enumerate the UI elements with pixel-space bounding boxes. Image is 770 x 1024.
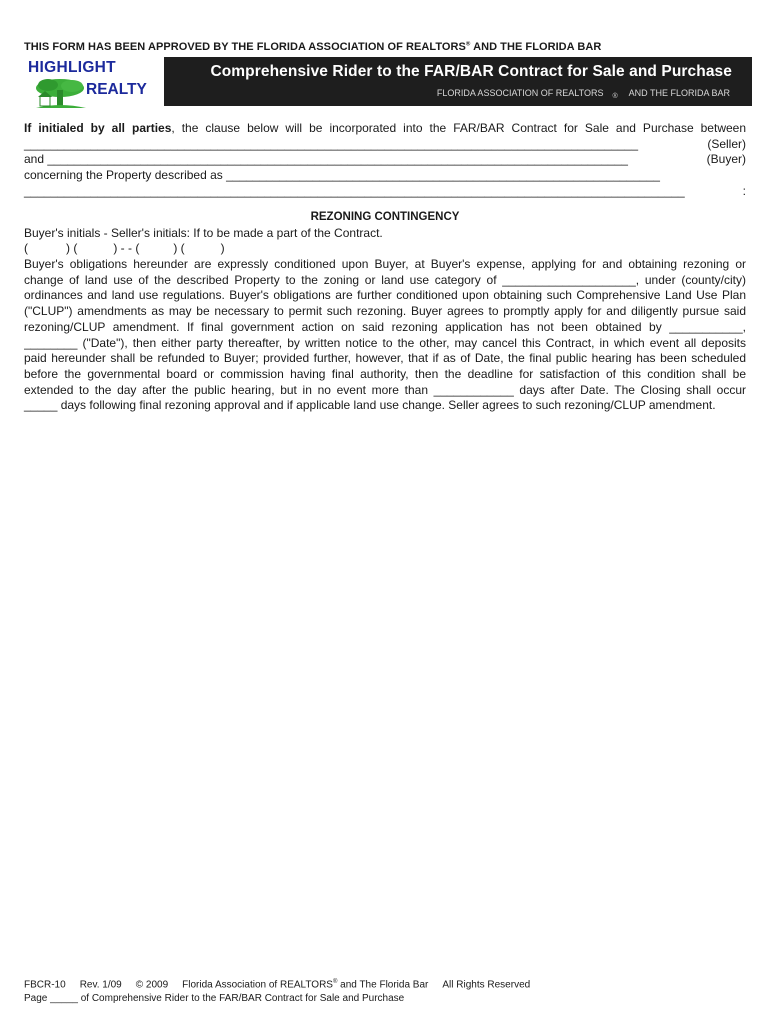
logo-wordmark-top: HIGHLIGHT <box>28 59 116 76</box>
approval-notice <box>24 41 601 53</box>
intro-section <box>24 121 746 199</box>
logo-wordmark-bottom: REALTY <box>86 81 147 98</box>
subtitle-reg-mark: ® <box>612 93 618 100</box>
subtitle-left: FLORIDA ASSOCIATION OF REALTORS <box>436 88 604 98</box>
initials-paren-1: ( <box>24 241 28 256</box>
banner-subtitle <box>437 88 730 100</box>
colon: : <box>742 183 746 198</box>
clause-heading: REZONING CONTINGENCY <box>310 211 460 223</box>
approval-reg-mark: ® <box>465 41 471 48</box>
form-id: FBCR-10 <box>24 979 66 991</box>
buyer-label: (Buyer) <box>706 152 746 167</box>
rights-reserved: All Rights Reserved <box>442 979 531 991</box>
property-continuation-line <box>24 184 746 200</box>
page-number-line: Page _____ of Comprehensive Rider to the FAR/BAR Contract for Sale and Purchase <box>24 993 405 1005</box>
page-footer <box>24 975 530 1006</box>
revision: Rev. 1/09 <box>79 979 122 991</box>
buyer-blank[interactable]: and _______________________________________________________________________________________ <box>24 152 628 167</box>
clause-line: paid hereunder shall be refunded to Buyer; provided further, however, that if as of Date, the final public hearing has been scheduled <box>24 351 746 366</box>
clause-line: ordinances and land use regulations. Buyer's obligations are further conditioned upon obtaining such Comprehensive Land Use Plan <box>24 288 746 303</box>
intro-bold-lead: If initialed by all parties <box>24 121 172 135</box>
clause-line: before the governmental board or commission having final authority, then the deadline for satisfaction of this condition shall be <box>24 366 746 381</box>
buyer-line <box>24 152 746 168</box>
tree-house-icon <box>30 76 90 110</box>
footer-reg-mark: ® <box>332 979 338 985</box>
clause-line: change of land use of the described Property to the zoning or land use category of ____________________, under (county/city) <box>24 272 746 287</box>
footer-org: Florida Association of REALTORS <box>182 979 333 991</box>
initials-paren-3: ) - - ( <box>113 241 140 256</box>
approval-text: THIS FORM HAS BEEN APPROVED BY THE FLORIDA ASSOCIATION OF REALTORS <box>24 41 466 53</box>
form-title: Comprehensive Rider to the FAR/BAR Contract for Sale and Purchase <box>210 63 732 80</box>
highlight-realty-logo <box>24 58 160 110</box>
footer-org-tail: and The Florida Bar <box>337 979 429 991</box>
seller-line <box>24 137 746 153</box>
subtitle-right: AND THE FLORIDA BAR <box>628 88 730 98</box>
seller-label: (Seller) <box>707 136 746 151</box>
title-banner <box>164 57 752 106</box>
property-blank[interactable]: ___________________________________________________________________________________________________ <box>24 183 685 198</box>
initials-paren-4: ) ( <box>173 241 185 256</box>
initials-paren-5: ) <box>220 241 225 256</box>
copyright: © 2009 <box>135 979 169 991</box>
clause-line: rezoning/CLUP amendment. If final government action on said rezoning application has not been obtained by ___________, <box>24 319 746 334</box>
initials-caption: Buyer's initials - Seller's initials: If to be made a part of the Contract. <box>24 225 383 240</box>
intro-line-1-rest: , the clause below will be incorporated into the FAR/BAR Contract for Sale and Purchase between <box>171 121 746 135</box>
clause-line: Buyer's obligations hereunder are expressly conditioned upon Buyer, at Buyer's expense, applying for and obtaining rezoning or <box>24 257 746 272</box>
initials-paren-2: ) ( <box>66 241 78 256</box>
clause-line: extended to the day after the public hearing, but in no event more than ____________ days after Date. The Closing shall occur <box>24 382 746 397</box>
approval-tail: AND THE FLORIDA BAR <box>470 41 602 53</box>
rezoning-clause <box>24 210 746 414</box>
intro-line-1 <box>24 121 746 137</box>
footer-line-1 <box>24 975 530 992</box>
property-line[interactable]: concerning the Property described as _________________________________________________________________ <box>24 168 660 183</box>
clause-last-line: _____ days following final rezoning approval and if applicable land use change. Seller agrees to such rezoning/CLUP amendment. <box>24 398 716 413</box>
initials-row <box>24 241 746 257</box>
seller-blank[interactable]: ____________________________________________________________________________________________ <box>24 136 638 151</box>
clause-line: ________ ("Date"), then either party thereafter, by written notice to the other, may cancel this Contract, in which event all deposits <box>24 335 746 350</box>
clause-line: ("CLUP") amendments as may be necessary to permit such rezoning. Buyer agrees to promptly apply for and diligently pursue said <box>24 304 746 319</box>
